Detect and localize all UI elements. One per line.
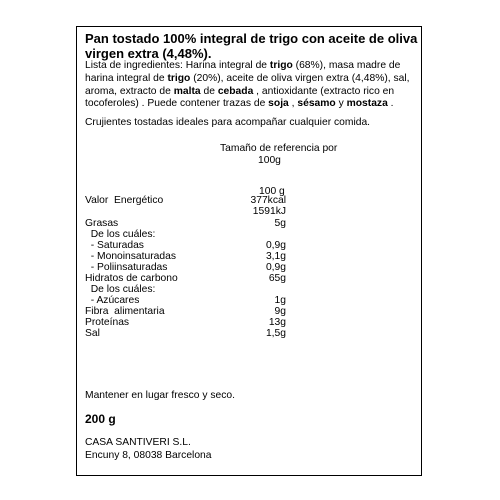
nutrient-label: De los cuáles: bbox=[85, 229, 156, 240]
product-title: Pan tostado 100% integral de trigo con aceite de oliva virgen extra (4,48%). bbox=[85, 31, 418, 61]
nutrient-value: 9g bbox=[274, 306, 286, 317]
nutrient-value: 5g bbox=[274, 218, 286, 229]
nutrient-value: 1,5g bbox=[265, 328, 286, 339]
nutrient-value: 1591kJ bbox=[252, 206, 286, 217]
nutrient-label: Proteínas bbox=[85, 317, 130, 328]
allergen: malta bbox=[173, 85, 201, 97]
storage-instructions: Mantener en lugar fresco y seco. bbox=[85, 390, 235, 401]
nutrient-label: Sal bbox=[85, 328, 100, 339]
nutrient-value: 0,9g bbox=[265, 240, 286, 251]
nutrient-value: 0,9g bbox=[265, 262, 286, 273]
allergen: mostaza bbox=[346, 98, 388, 110]
allergen: trigo bbox=[167, 72, 191, 84]
nutrient-label: - Poliinsaturadas bbox=[85, 262, 168, 273]
nutrient-label: Valor Energético bbox=[85, 195, 164, 206]
nutrient-label: - Monoinsaturadas bbox=[85, 251, 177, 262]
nutrient-value: 377kcal bbox=[250, 195, 286, 206]
description: Crujientes tostadas ideales para acompañar cualquier comida. bbox=[85, 117, 371, 128]
net-weight: 200 g bbox=[85, 412, 116, 426]
allergen: cebada bbox=[217, 85, 254, 97]
nutrient-value: 13g bbox=[268, 317, 286, 328]
per-100g-header: 100 g bbox=[259, 186, 285, 197]
allergen: soja bbox=[268, 98, 289, 110]
reference-header: Tamaño de referencia por bbox=[220, 143, 338, 154]
nutrient-label: Hidratos de carbono bbox=[85, 273, 178, 284]
nutrient-label: Grasas bbox=[85, 218, 119, 229]
nutrient-value: 65g bbox=[268, 273, 286, 284]
nutrient-value: 3,1g bbox=[265, 251, 286, 262]
nutrient-value: 1g bbox=[274, 295, 286, 306]
nutrient-label: - Azúcares bbox=[85, 295, 140, 306]
company-name: CASA SANTIVERI S.L. bbox=[85, 437, 191, 448]
nutrient-label: Fibra alimentaria bbox=[85, 306, 165, 317]
company-address: Encuny 8, 08038 Barcelona bbox=[85, 450, 212, 461]
allergen: sésamo bbox=[297, 98, 336, 110]
nutrient-label: De los cuáles: bbox=[85, 284, 156, 295]
nutrient-label: - Saturadas bbox=[85, 240, 144, 251]
reference-header-unit: 100g bbox=[258, 155, 281, 166]
ingredients-text: Lista de ingredientes: Harina integral de trigo (68%), masa madre de harina integral de trigo (20%), aceite de oliva virgen extra (4,48%), sal, aroma, extracto de malta de cebada , antioxidante (extracto rico en tocoferoles) . Puede contener trazas de soja , sésamo y mostaza . bbox=[85, 60, 410, 110]
allergen: trigo bbox=[269, 60, 293, 71]
